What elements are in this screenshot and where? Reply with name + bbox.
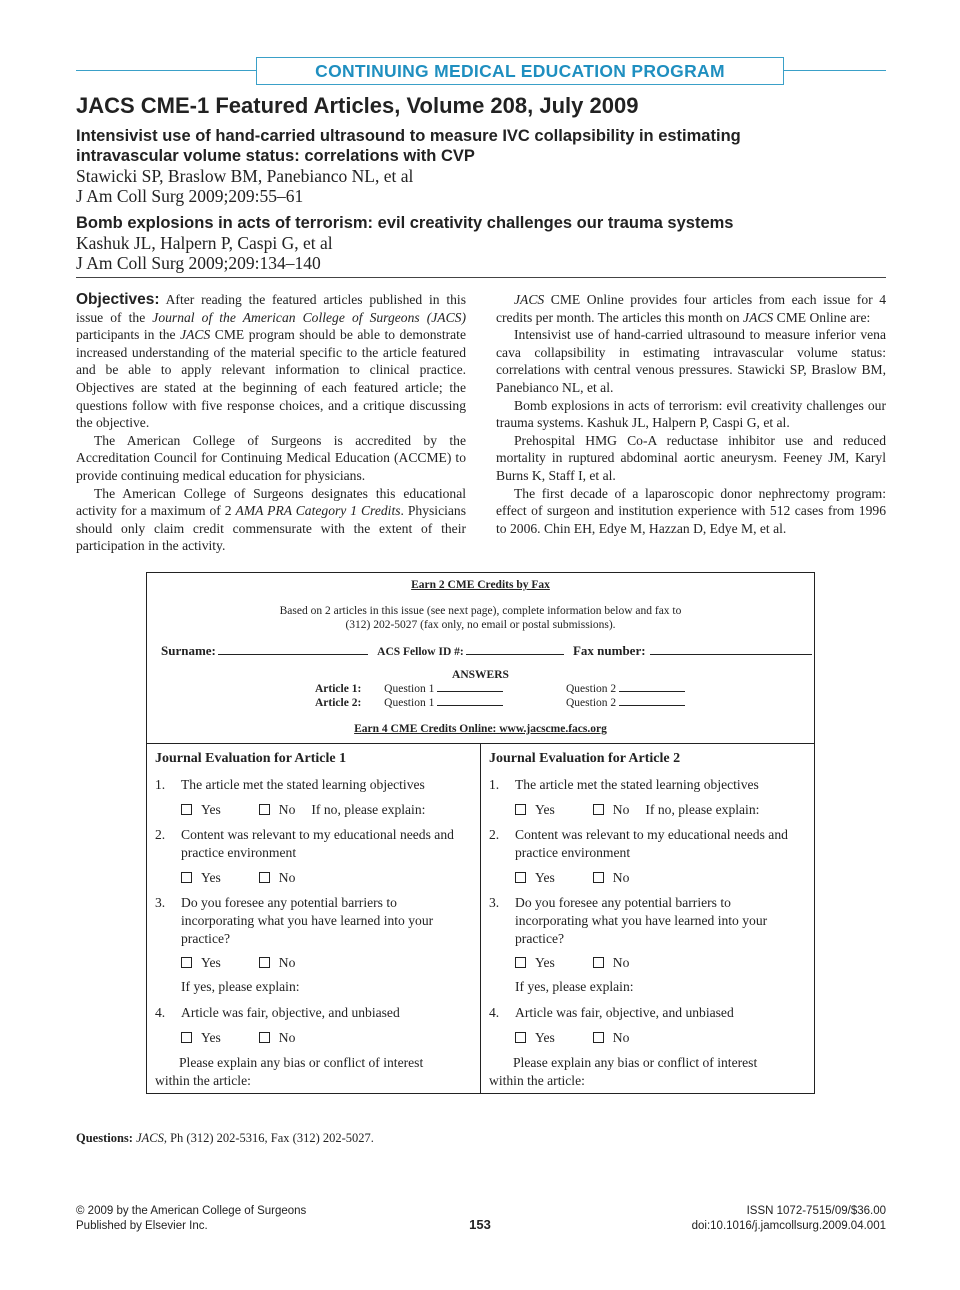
no-label: No bbox=[278, 955, 296, 970]
fax-number-label: Fax number: bbox=[572, 643, 646, 658]
evaluation-2-title: Journal Evaluation for Article 2 bbox=[489, 751, 681, 766]
if-no-label: If no, please explain: bbox=[645, 802, 760, 817]
article-1-label: Article 1: bbox=[315, 683, 362, 695]
banner-label: CONTINUING MEDICAL EDUCATION PROGRAM bbox=[256, 57, 784, 85]
evaluation-article-2 bbox=[481, 744, 814, 1093]
copyright: © 2009 by the American College of Surgeons bbox=[76, 1205, 307, 1217]
surname-label: Surname: bbox=[161, 643, 216, 658]
question-text: Do you foresee any potential barriers to incorporating what you have learned into your practice? bbox=[181, 895, 434, 946]
no-label: No bbox=[278, 1030, 296, 1045]
if-yes-label: If yes, please explain: bbox=[515, 979, 634, 994]
yes-checkbox[interactable] bbox=[515, 1032, 526, 1043]
if-yes-label: If yes, please explain: bbox=[181, 979, 300, 994]
footer-right bbox=[692, 1204, 886, 1234]
no-checkbox[interactable] bbox=[593, 1032, 604, 1043]
online-column bbox=[496, 291, 886, 537]
issn: ISSN 1072-7515/09/$36.00 bbox=[746, 1205, 886, 1217]
question-1-label: Question 1 bbox=[384, 683, 435, 695]
no-checkbox[interactable] bbox=[593, 872, 604, 883]
article-2-answers bbox=[315, 697, 503, 709]
no-checkbox[interactable] bbox=[259, 872, 270, 883]
article-1-title-line1: Intensivist use of hand-carried ultrasound to measure IVC collapsibility in estimating bbox=[76, 127, 741, 145]
eval-1-q3-options bbox=[181, 954, 295, 972]
no-checkbox[interactable] bbox=[259, 804, 270, 815]
no-label: No bbox=[612, 870, 630, 885]
jacs-name: JACS bbox=[180, 327, 211, 343]
question-text: Content was relevant to my educational needs and practice environment bbox=[515, 827, 788, 860]
publisher: Published by Elsevier Inc. bbox=[76, 1220, 208, 1232]
answers-heading: ANSWERS bbox=[452, 669, 509, 681]
objectives-paragraph bbox=[76, 291, 466, 432]
objectives-text-a: After reading the featured articles published in this issue of the bbox=[76, 292, 467, 325]
online-credits-link[interactable] bbox=[147, 723, 814, 735]
eval-2-bias-prompt bbox=[489, 1054, 807, 1090]
question-number: 4. bbox=[155, 1005, 166, 1020]
bias-prompt-line2: within the article: bbox=[489, 1073, 585, 1088]
eval-1-bias-prompt bbox=[155, 1054, 473, 1090]
question-1-label: Question 1 bbox=[384, 697, 435, 709]
online-intro bbox=[496, 291, 886, 326]
yes-label: Yes bbox=[201, 870, 221, 885]
online-article-item: The first decade of a laparoscopic donor nephrectomy program: effect of surgeon and institution experience with 512 cases from 1996 to 2006. Chin EH, Edye M, Hazzan D, Edye M, et al. bbox=[496, 485, 886, 536]
online-article-item: Intensivist use of hand-carried ultrasound to measure inferior vena cava collapsibility in estimating intravascular volume status: correlations with central venous pressures. Stawicki SP, Braslow BM, Panebianco NL, et al. bbox=[496, 327, 886, 395]
article-2-label: Article 2: bbox=[315, 697, 362, 709]
eval-2-q1-options bbox=[515, 801, 759, 819]
cme-fax-form bbox=[146, 572, 815, 1094]
page-title: JACS CME-1 Featured Articles, Volume 208, July 2009 bbox=[76, 93, 639, 118]
footnote-jacs: JACS bbox=[136, 1131, 164, 1145]
online-credits-text: Earn 4 CME Credits Online: www.jacscme.facs.org bbox=[354, 723, 607, 735]
doi: doi:10.1016/j.jamcollsurg.2009.04.001 bbox=[691, 1220, 886, 1232]
jacs-name: JACS bbox=[514, 292, 545, 307]
question-2-label: Question 2 bbox=[566, 697, 617, 709]
question-text: The article met the stated learning objectives bbox=[181, 777, 425, 792]
contact-fields bbox=[161, 643, 812, 659]
fax-credits-title-text: Earn 2 CME Credits by Fax bbox=[411, 579, 550, 591]
yes-checkbox[interactable] bbox=[515, 957, 526, 968]
no-checkbox[interactable] bbox=[259, 1032, 270, 1043]
fax-form-header bbox=[147, 573, 814, 744]
no-checkbox[interactable] bbox=[259, 957, 270, 968]
credits-paragraph bbox=[76, 485, 466, 555]
surname-field[interactable] bbox=[218, 644, 368, 655]
bias-prompt-line1: Please explain any bias or conflict of interest bbox=[513, 1055, 758, 1070]
question-number: 1. bbox=[155, 777, 166, 792]
answer-1-1-field[interactable] bbox=[437, 683, 503, 692]
bias-prompt-line1: Please explain any bias or conflict of interest bbox=[179, 1055, 424, 1070]
answer-2-1-field[interactable] bbox=[437, 697, 503, 706]
eval-1-q4-options bbox=[181, 1029, 295, 1047]
article-1-title-line2: intravascular volume status: correlations with CVP bbox=[76, 147, 475, 165]
objectives-text-b: participants in the bbox=[76, 327, 181, 343]
question-text: Article was fair, objective, and unbiased bbox=[181, 1005, 400, 1020]
yes-checkbox[interactable] bbox=[515, 804, 526, 815]
article-2-title: Bomb explosions in acts of terrorism: evil creativity challenges our trauma systems bbox=[76, 214, 734, 232]
article-2-citation: J Am Coll Surg 2009;209:134–140 bbox=[76, 253, 321, 273]
accreditation-paragraph: The American College of Surgeons is accredited by the Accreditation Council for Continuing Medical Education (ACCME) to provide continuing medical education for physicians. bbox=[76, 432, 466, 483]
question-text: Content was relevant to my educational needs and practice environment bbox=[181, 827, 454, 860]
yes-label: Yes bbox=[535, 955, 555, 970]
answer-1-2-field[interactable] bbox=[619, 683, 685, 692]
online-intro-a: CME Online provides four articles from each issue for 4 credits per month. The articles this month on bbox=[496, 292, 886, 325]
yes-label: Yes bbox=[201, 802, 221, 817]
question-number: 2. bbox=[155, 827, 166, 842]
footnote-contact: , Ph (312) 202-5316, Fax (312) 202-5027. bbox=[163, 1131, 374, 1145]
article-1-answers bbox=[315, 683, 503, 695]
yes-checkbox[interactable] bbox=[181, 1032, 192, 1043]
article-1-q2 bbox=[566, 683, 685, 695]
eval-1-q1-options bbox=[181, 801, 425, 819]
fax-number-field[interactable] bbox=[650, 644, 812, 655]
credits-text-b: . Physicians should only claim credit commensurate with the extent of their participation in the activity. bbox=[76, 503, 467, 554]
no-label: No bbox=[278, 870, 296, 885]
yes-label: Yes bbox=[535, 1030, 555, 1045]
credit-type: AMA PRA Category 1 Credits bbox=[235, 503, 401, 519]
objectives-text-c: CME program should be able to demonstrate increased understanding of the material specific to the article featured and be able to apply relevant information to clinical practice. Objectives are stated at the beginning of each featured article; the questions follow with five response choices, and a critique discussing the objective. bbox=[76, 327, 466, 431]
yes-checkbox[interactable] bbox=[181, 804, 192, 815]
no-checkbox[interactable] bbox=[593, 957, 604, 968]
footer-left bbox=[76, 1204, 306, 1234]
eval-1-q2-options bbox=[181, 869, 295, 887]
yes-label: Yes bbox=[535, 870, 555, 885]
eval-2-q3-options bbox=[515, 954, 629, 972]
yes-label: Yes bbox=[535, 802, 555, 817]
yes-checkbox[interactable] bbox=[181, 957, 192, 968]
online-intro-b: CME Online are: bbox=[773, 309, 871, 325]
eval-2-q4-options bbox=[515, 1029, 629, 1047]
section-banner bbox=[76, 57, 886, 85]
question-text: The article met the stated learning objectives bbox=[515, 777, 759, 792]
fax-instructions-1: Based on 2 articles in this issue (see next page), complete information below and fax to bbox=[279, 605, 682, 617]
article-1-authors: Stawicki SP, Braslow BM, Panebianco NL, et al bbox=[76, 166, 414, 186]
page-number: 153 bbox=[469, 1217, 491, 1232]
article-2-q2 bbox=[566, 697, 685, 709]
question-number: 3. bbox=[155, 895, 166, 910]
evaluation-article-1 bbox=[147, 744, 481, 1093]
question-number: 2. bbox=[489, 827, 500, 842]
yes-checkbox[interactable] bbox=[515, 872, 526, 883]
question-text: Do you foresee any potential barriers to incorporating what you have learned into your practice? bbox=[515, 895, 768, 946]
fellow-id-label: ACS Fellow ID #: bbox=[377, 646, 464, 658]
yes-label: Yes bbox=[201, 955, 221, 970]
fellow-id-field[interactable] bbox=[466, 644, 564, 655]
article-1-title bbox=[76, 126, 856, 166]
objectives-label: Objectives: bbox=[76, 291, 160, 308]
if-no-label: If no, please explain: bbox=[311, 802, 426, 817]
question-number: 1. bbox=[489, 777, 500, 792]
article-1-citation: J Am Coll Surg 2009;209:55–61 bbox=[76, 186, 304, 206]
section-divider bbox=[76, 277, 886, 278]
yes-checkbox[interactable] bbox=[181, 872, 192, 883]
jacs-name: JACS bbox=[743, 309, 774, 325]
no-label: No bbox=[612, 802, 630, 817]
question-text: Article was fair, objective, and unbiased bbox=[515, 1005, 734, 1020]
article-2-authors: Kashuk JL, Halpern P, Caspi G, et al bbox=[76, 233, 333, 253]
question-2-label: Question 2 bbox=[566, 683, 617, 695]
fax-credits-title bbox=[147, 579, 814, 591]
no-label: No bbox=[612, 955, 630, 970]
question-number: 4. bbox=[489, 1005, 500, 1020]
questions-footnote bbox=[76, 1131, 374, 1146]
bias-prompt-line2: within the article: bbox=[155, 1073, 251, 1088]
no-label: No bbox=[612, 1030, 630, 1045]
online-article-item: Prehospital HMG Co-A reductase inhibitor use and reduced mortality in ruptured abdominal aortic aneurysm. Feeney JM, Karyl Burns K, Staff I, et al. bbox=[496, 432, 886, 483]
eval-2-q2-options bbox=[515, 869, 629, 887]
journal-name: Journal of the American College of Surgeons (JACS) bbox=[152, 309, 466, 325]
yes-label: Yes bbox=[201, 1030, 221, 1045]
credits-text-a: The American College of Surgeons designates this educational activity for a maximum of 2 bbox=[76, 485, 466, 519]
online-article-item: Bomb explosions in acts of terrorism: evil creativity challenges our trauma systems. Kashuk JL, Halpern P, Caspi G, et al. bbox=[496, 397, 886, 431]
evaluation-1-title: Journal Evaluation for Article 1 bbox=[155, 751, 347, 766]
no-checkbox[interactable] bbox=[593, 804, 604, 815]
objectives-column bbox=[76, 291, 466, 555]
footnote-label: Questions: bbox=[76, 1131, 133, 1145]
fax-instructions-2: (312) 202-5027 (fax only, no email or postal submissions). bbox=[345, 619, 616, 631]
question-number: 3. bbox=[489, 895, 500, 910]
answer-2-2-field[interactable] bbox=[619, 697, 685, 706]
no-label: No bbox=[278, 802, 296, 817]
